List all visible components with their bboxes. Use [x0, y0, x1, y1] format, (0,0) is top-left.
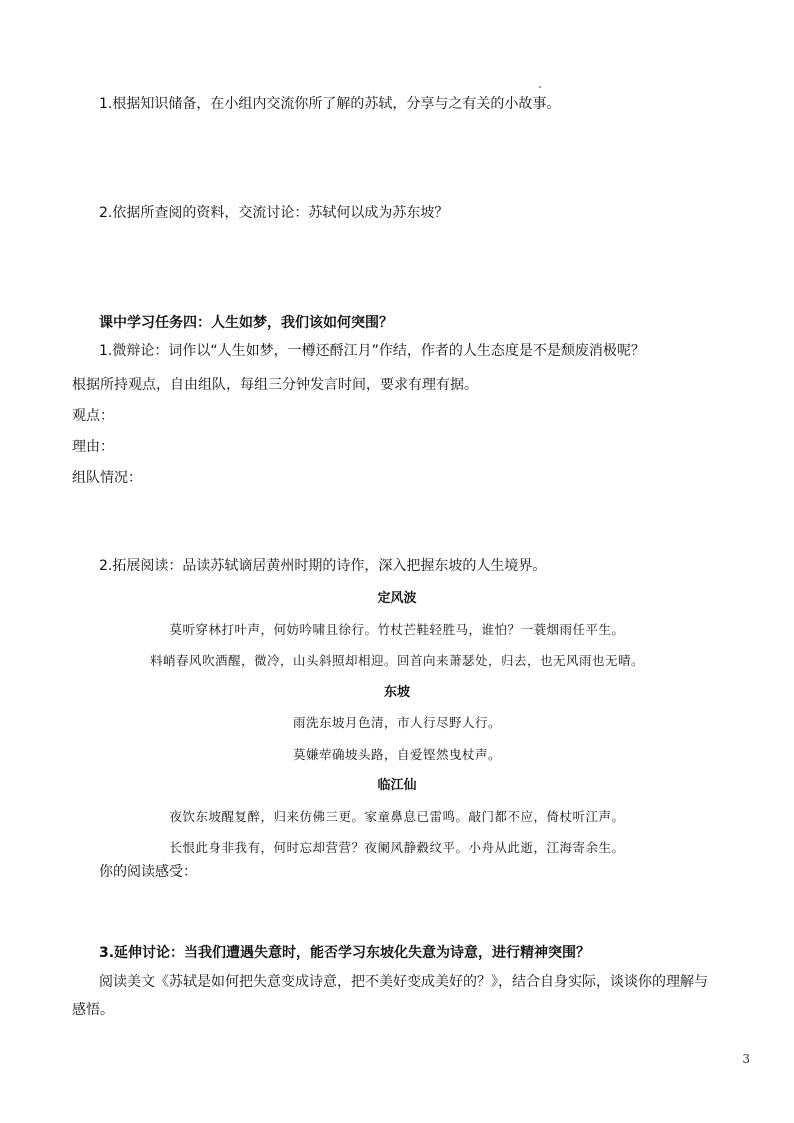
poem-line: 长恨此身非我有，何时忘却营营？夜阑风静縠纹平。小舟从此逝，江海寄余生。: [169, 840, 625, 855]
debate-instruction: 根据所持观点，自由组队，每组三分钟发言时间，要求有理有据。: [72, 377, 478, 393]
team-label: 组队情况：: [72, 470, 142, 486]
poem-line: 莫听穿林打叶声，何妨吟啸且徐行。竹杖芒鞋轻胜马，谁怕？一蓑烟雨任平生。: [169, 622, 625, 637]
poem-line: 夜饮东坡醒复醉，归来仿佛三更。家童鼻息已雷鸣。敲门都不应，倚杖听江声。: [169, 809, 625, 824]
task4-title: 课中学习任务四：人生如梦，我们该如何突围？: [99, 315, 393, 331]
page-number: 3: [742, 1052, 750, 1066]
reading-heading: 2.拓展阅读：品读苏轼谪居黄州时期的诗作，深入把握东坡的人生境界。: [99, 558, 547, 574]
reason-label: 理由：: [72, 439, 114, 455]
extension-text-line2: 感悟。: [72, 1002, 114, 1018]
debate-heading: 1.微辩论：词作以“人生如梦，一樽还酹江月”作结，作者的人生态度是不是颓废消极呢？: [99, 343, 645, 359]
stray-mark: [539, 86, 541, 88]
poem-line: 雨洗东坡月色清，市人行尽野人行。: [292, 715, 501, 730]
poem-title-linjiangxian: 临江仙: [377, 778, 417, 793]
extension-text-line1: 阅读美文《苏轼是如何把失意变成诗意，把不美好变成美好的？》，结合自身实际，谈谈你的理解与: [99, 974, 708, 990]
poem-line: 莫嫌荦确坡头路，自爱铿然曳杖声。: [292, 747, 501, 762]
question-2: 2.依据所查阅的资料，交流讨论：苏轼何以成为苏东坡？: [99, 205, 449, 221]
extension-heading: 3.延伸讨论：当我们遭遇失意时，能否学习东坡化失意为诗意，进行精神突围？: [99, 945, 591, 961]
poem-line: 料峭春风吹酒醒，微冷，山头斜照却相迎。回首向来萧瑟处，归去，也无风雨也无晴。: [149, 653, 644, 668]
reading-feeling-label: 你的阅读感受：: [99, 864, 197, 880]
viewpoint-label: 观点：: [72, 408, 114, 424]
poem-title-dongpo: 东坡: [383, 685, 410, 700]
question-1: 1.根据知识储备，在小组内交流你所了解的苏轼，分享与之有关的小故事。: [99, 96, 561, 112]
poem-title-dingfengbo: 定风波: [377, 591, 417, 606]
